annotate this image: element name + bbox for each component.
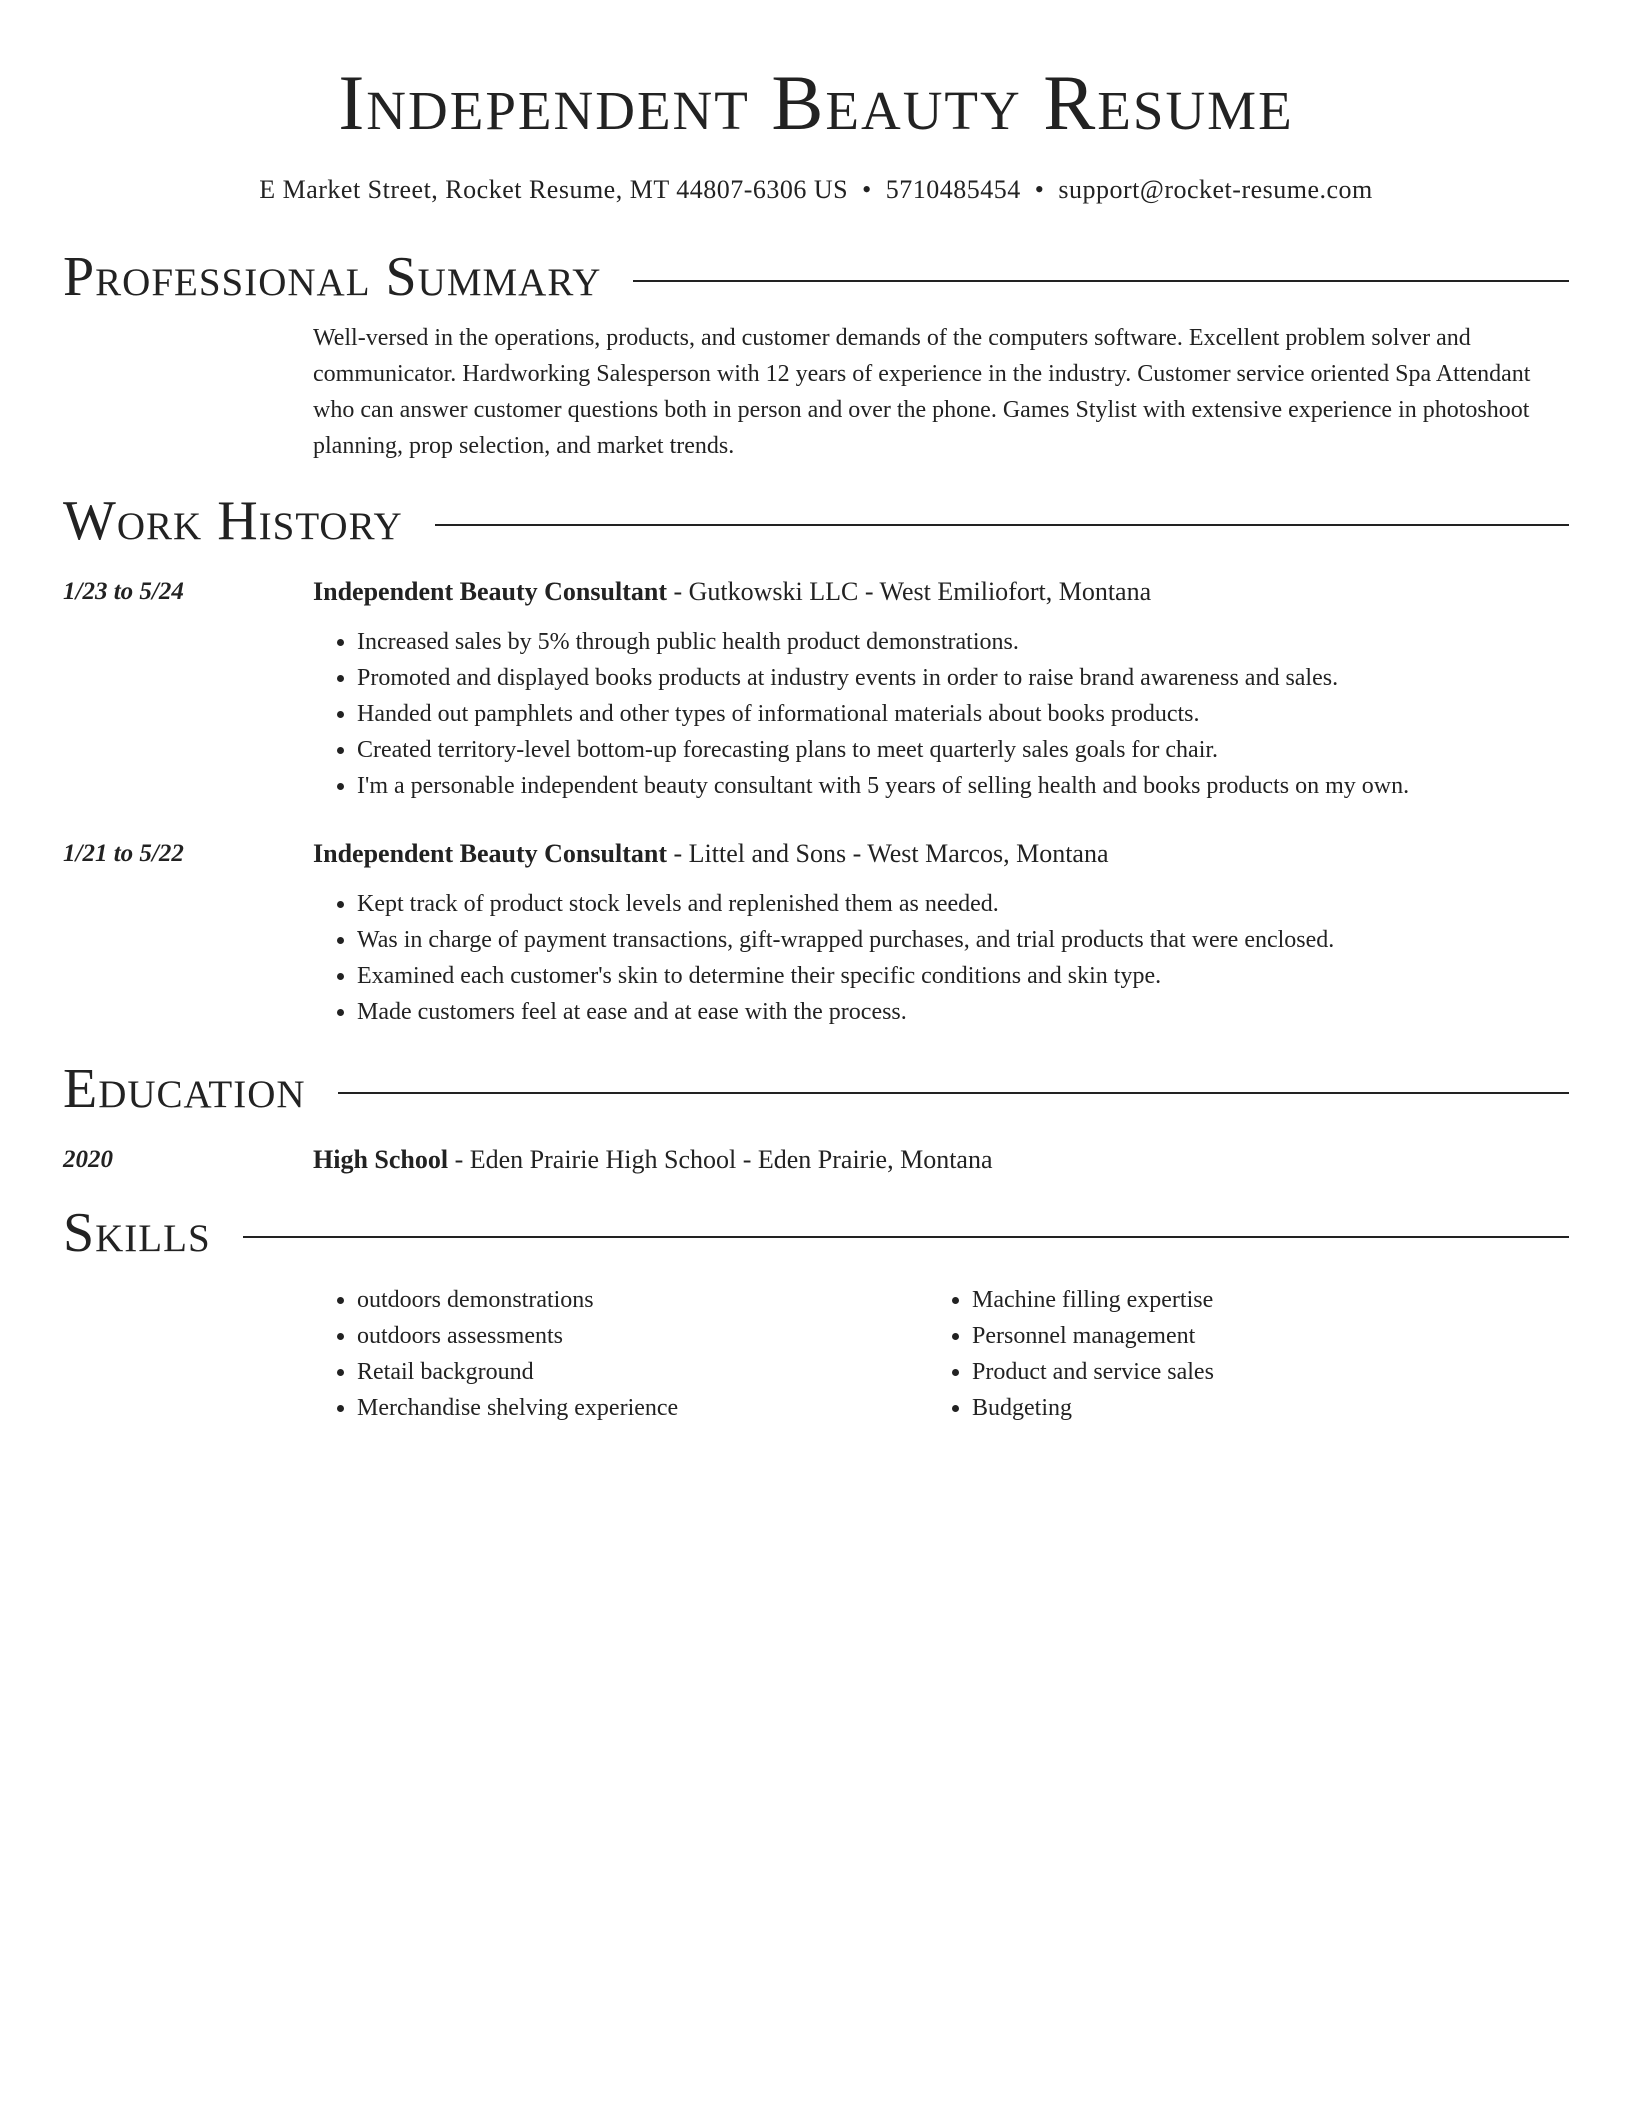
- job-bullet: • Created territory-level bottom-up forecasting plans to meet quarterly sales goals for chair.: [357, 732, 1569, 768]
- skill-item: • Product and service sales: [972, 1354, 1543, 1390]
- job-title: Independent Beauty Consultant: [313, 577, 667, 606]
- contact-separator: •: [1034, 175, 1045, 204]
- job-bullets-spacer: [63, 610, 313, 804]
- skills-grid: [313, 1282, 1569, 1426]
- section-divider: [435, 524, 1569, 526]
- skill-item: • Budgeting: [972, 1390, 1543, 1426]
- job-bullet: • I'm a personable independent beauty consultant with 5 years of selling health and books products on my own.: [357, 768, 1569, 804]
- job-header-row: [63, 574, 1569, 610]
- job-bullets-row: [63, 610, 1569, 804]
- job-bullet: • Handed out pamphlets and other types of informational materials about books products.: [357, 696, 1569, 732]
- summary-section-header: [63, 242, 1569, 312]
- education-year: 2020: [63, 1146, 113, 1173]
- work-heading: Work History: [63, 490, 403, 552]
- contact-address: E Market Street, Rocket Resume, MT 44807-6306 US: [259, 175, 849, 204]
- job-bullet-list: [313, 886, 1569, 1030]
- contact-separator: •: [862, 175, 872, 204]
- education-section-header: [63, 1054, 1569, 1124]
- skill-item: • outdoors assessments: [357, 1318, 928, 1354]
- skill-item: • Personnel management: [972, 1318, 1543, 1354]
- job-bullets-container: [313, 872, 1569, 1030]
- job-entry: [63, 574, 1569, 804]
- job-bullet: • Kept track of product stock levels and replenished them as needed.: [357, 886, 1569, 922]
- job-dates: 1/21 to 5/22: [63, 840, 184, 867]
- resume-title: Independent Beauty Resume: [338, 59, 1294, 146]
- contact-line: [63, 174, 1569, 206]
- summary-row: [63, 312, 1569, 464]
- skill-item: • Machine filling expertise: [972, 1282, 1543, 1318]
- section-divider: [633, 280, 1569, 282]
- job-details: - Littel and Sons - West Marcos, Montana: [666, 839, 1109, 868]
- education-details: - Eden Prairie High School - Eden Prairie, Montana: [448, 1145, 993, 1174]
- education-degree: High School: [313, 1145, 449, 1174]
- education-entry: [63, 1142, 1569, 1178]
- job-bullet: • Examined each customer's skin to determine their specific conditions and skin type.: [357, 958, 1569, 994]
- contact-phone: 5710485454: [885, 175, 1021, 204]
- work-section-header: [63, 486, 1569, 556]
- job-bullet: • Promoted and displayed books products at industry events in order to raise brand awareness and sales.: [357, 660, 1569, 696]
- job-bullet: • Was in charge of payment transactions, gift-wrapped purchases, and trial products that were enclosed.: [357, 922, 1569, 958]
- job-header: [313, 836, 1569, 872]
- skill-item: • Merchandise shelving experience: [357, 1390, 928, 1426]
- section-divider: [243, 1236, 1569, 1238]
- job-bullets-container: [313, 610, 1569, 804]
- job-entry: [63, 836, 1569, 1030]
- skills-heading: Skills: [63, 1202, 211, 1264]
- skills-list-left: [313, 1282, 928, 1426]
- summary-heading: Professional Summary: [63, 246, 602, 308]
- contact-email: support@rocket-resume.com: [1058, 175, 1373, 204]
- section-divider: [338, 1092, 1569, 1094]
- skill-item: • outdoors demonstrations: [357, 1282, 928, 1318]
- education-header: [313, 1142, 1569, 1178]
- job-bullet: • Increased sales by 5% through public health product demonstrations.: [357, 624, 1569, 660]
- skills-list-right: [928, 1282, 1543, 1426]
- summary-text: Well-versed in the operations, products, and customer demands of the computers software. Excellent problem solver and communicator. Hardworking Salesperson with 12 years of experience in the industry. Customer service oriented Spa Attendant who can answer customer questions both in person and over the phone. Games Stylist with extensive experience in photoshoot planning, prop selection, and market trends.: [313, 325, 1531, 459]
- skills-section-header: [63, 1198, 1569, 1268]
- job-bullet-list: [313, 624, 1569, 804]
- job-bullets-spacer: [63, 872, 313, 1030]
- skill-item: • Retail background: [357, 1354, 928, 1390]
- job-bullets-row: [63, 872, 1569, 1030]
- job-header-row: [63, 836, 1569, 872]
- education-heading: Education: [63, 1058, 306, 1120]
- summary-spacer: [63, 312, 313, 464]
- job-dates: 1/23 to 5/24: [63, 578, 184, 605]
- job-details: - Gutkowski LLC - West Emiliofort, Montana: [666, 577, 1152, 606]
- job-bullet: • Made customers feel at ease and at ease with the process.: [357, 994, 1569, 1030]
- job-header: [313, 574, 1569, 610]
- job-title: Independent Beauty Consultant: [313, 839, 667, 868]
